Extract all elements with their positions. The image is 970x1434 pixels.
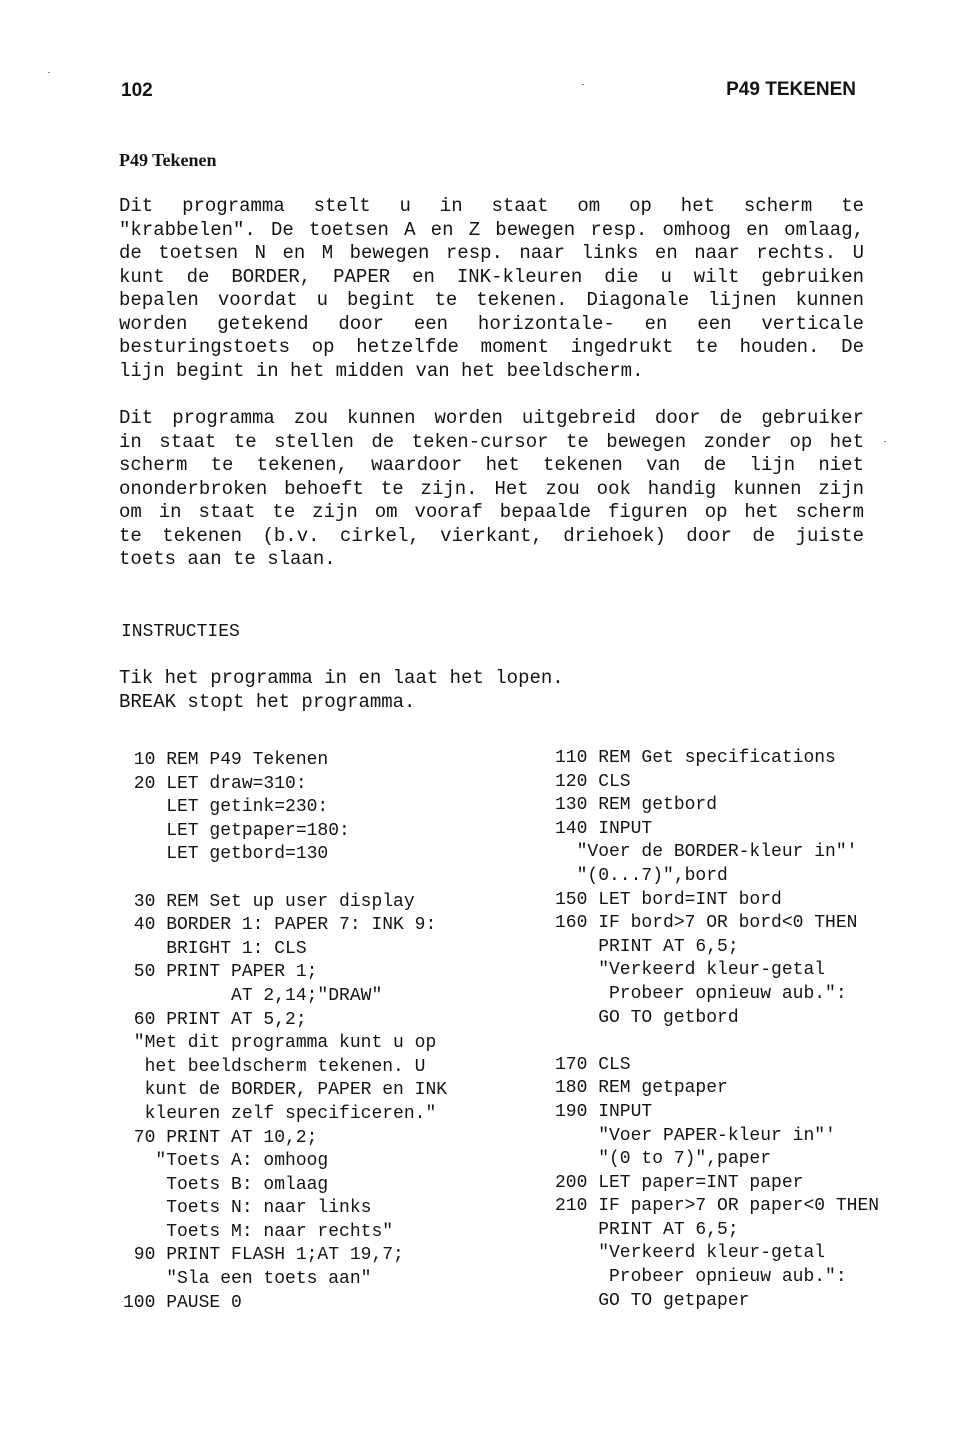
extension-line: ononderbroken behoeft te zijn. Het zou ook handig kunnen zijn [119, 477, 864, 500]
code-line: 120 CLS [555, 771, 631, 792]
code-line: GO TO getbord [555, 1007, 739, 1028]
code-line: kunt de BORDER, PAPER en INK [123, 1080, 448, 1101]
code-line: 170 CLS [555, 1054, 631, 1075]
scan-speck [48, 72, 50, 73]
code-line: "Verkeerd kleur-getal [555, 1243, 826, 1264]
code-line: PRINT AT 6,5; [555, 936, 739, 957]
code-line: 140 INPUT [555, 818, 653, 839]
instruction-line: Tik het programma in en laat het lopen. [119, 667, 564, 689]
scan-speck [582, 84, 584, 85]
code-line: "Voer de BORDER-kleur in"' [555, 842, 858, 863]
code-line: 20 LET draw=310: [123, 773, 307, 794]
code-line: LET getbord=130 [123, 844, 329, 865]
section-title: P49 Tekenen [119, 150, 217, 170]
code-listing-right [555, 747, 879, 1313]
code-line: 190 INPUT [555, 1101, 653, 1122]
code-line: Toets N: naar links [123, 1198, 372, 1219]
extension-line: te tekenen (b.v. cirkel, vierkant, driehoek) door de juiste [119, 524, 864, 547]
extension-line: in staat te stellen de teken-cursor te bewegen zonder op het [119, 430, 864, 453]
code-line: "(0 to 7)",paper [555, 1149, 772, 1170]
code-line: 100 PAUSE 0 [123, 1292, 242, 1313]
code-line: Toets M: naar rechts" [123, 1221, 394, 1242]
instructions-paragraph [119, 667, 864, 714]
code-line: "Voer PAPER-kleur in"' [555, 1125, 836, 1146]
code-line: Probeer opnieuw aub.": [555, 1267, 847, 1288]
code-line: PRINT AT 6,5; [555, 1219, 739, 1240]
code-line: GO TO getpaper [555, 1290, 750, 1311]
extension-line: om in staat te zijn om vooraf bepaalde figuren op het scherm [119, 501, 864, 523]
code-line: "Toets A: omhoog [123, 1151, 329, 1172]
code-line: 130 REM getbord [555, 795, 718, 816]
code-line: "(0...7)",bord [555, 865, 728, 886]
code-line: "Verkeerd kleur-getal [555, 960, 826, 981]
extension-line: scherm te tekenen, waardoor het tekenen van de lijn niet [119, 454, 864, 476]
intro-line: kunt de BORDER, PAPER en INK-kleuren die u wilt gebruiken [119, 265, 864, 288]
running-head: P49 TEKENEN [726, 79, 856, 100]
intro-line: worden getekend door een horizontale- en een verticale [119, 312, 864, 335]
code-line: Toets B: omlaag [123, 1174, 329, 1195]
code-line: 210 IF paper>7 OR paper<0 THEN [555, 1196, 880, 1217]
code-line: "Met dit programma kunt u op [123, 1033, 437, 1054]
code-line: BRIGHT 1: CLS [123, 938, 307, 959]
code-line [555, 1030, 879, 1054]
intro-line: de toetsen N en M bewegen resp. naar links en naar rechts. U [119, 242, 864, 264]
code-line: 70 PRINT AT 10,2; [123, 1127, 318, 1148]
code-line: 180 REM getpaper [555, 1078, 728, 1099]
code-line: LET getink=230: [123, 797, 329, 818]
code-line: 110 REM Get specifications [555, 748, 836, 768]
page-number: 102 [121, 80, 153, 101]
code-line: het beeldscherm tekenen. U [123, 1056, 426, 1077]
code-line [123, 867, 447, 891]
intro-line: besturingstoets op hetzelfde moment ingedrukt te houden. De [119, 336, 864, 358]
code-line: "Sla een toets aan" [123, 1269, 372, 1290]
extension-line: Dit programma zou kunnen worden uitgebreid door de gebruiker [119, 407, 864, 429]
code-line: AT 2,14;"DRAW" [123, 985, 383, 1006]
extension-line: toets aan te slaan. [119, 548, 336, 570]
code-line: 40 BORDER 1: PAPER 7: INK 9: [123, 915, 437, 936]
intro-line: Dit programma stelt u in staat om op het scherm te [119, 195, 864, 217]
code-line: 30 REM Set up user display [123, 891, 415, 912]
intro-line: lijn begint in het midden van het beeldscherm. [119, 359, 644, 382]
code-line: 160 IF bord>7 OR bord<0 THEN [555, 913, 858, 934]
code-line: 90 PRINT FLASH 1;AT 19,7; [123, 1245, 404, 1266]
code-line: 150 LET bord=INT bord [555, 889, 782, 910]
code-line: Probeer opnieuw aub.": [555, 983, 847, 1004]
code-listing-left [123, 749, 447, 1315]
intro-line: "krabbelen". De toetsen A en Z bewegen resp. omhoog en omlaag, [119, 218, 864, 241]
scan-speck [884, 441, 886, 442]
code-line: LET getpaper=180: [123, 820, 350, 841]
code-line: kleuren zelf specificeren." [123, 1103, 437, 1124]
instructions-heading: INSTRUCTIES [121, 622, 240, 642]
intro-paragraph [119, 195, 864, 383]
code-line: 10 REM P49 Tekenen [123, 750, 329, 770]
code-line: 50 PRINT PAPER 1; [123, 962, 318, 983]
code-line: 60 PRINT AT 5,2; [123, 1009, 307, 1030]
extension-paragraph [119, 407, 864, 572]
code-line: 200 LET paper=INT paper [555, 1172, 804, 1193]
instruction-line: BREAK stopt het programma. [119, 690, 416, 713]
intro-line: bepalen voordat u begint te tekenen. Diagonale lijnen kunnen [119, 289, 864, 311]
